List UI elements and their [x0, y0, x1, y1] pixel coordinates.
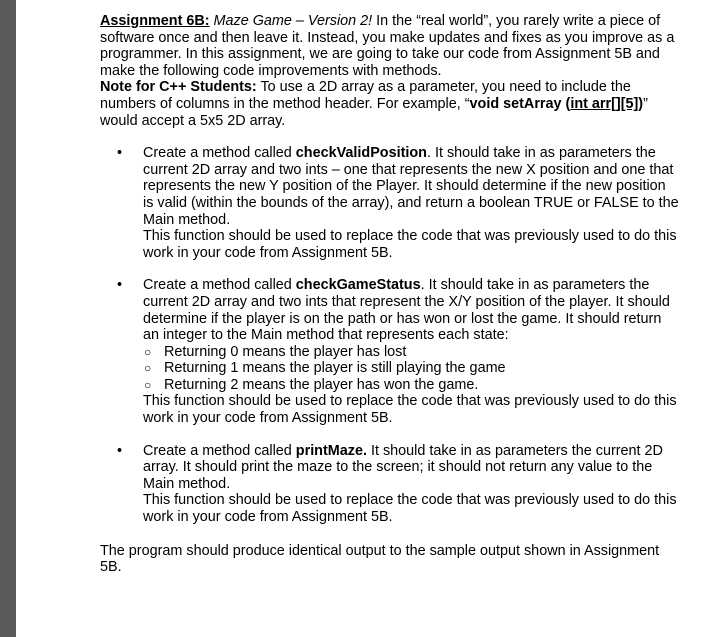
method-name: checkGameStatus — [295, 277, 421, 294]
method-name: printMaze. — [295, 442, 367, 459]
requirement-print-maze — [100, 443, 680, 526]
closing-paragraph: The program should produce identical output to the sample output shown in Assignment 5B. — [100, 542, 660, 576]
code-example: void setArray (int arr[][5]) — [469, 95, 644, 112]
bullet-icon: • — [117, 145, 123, 162]
return-value-item: ○ Returning 1 means the player is still playing the game — [144, 360, 506, 377]
return-value-item: ○ Returning 0 means the player has lost — [144, 343, 407, 360]
document-content — [100, 13, 680, 576]
document-page — [16, 0, 721, 637]
left-margin-bar — [0, 0, 16, 637]
cpp-note-paragraph — [100, 79, 680, 129]
cpp-note-text-1: To use a 2D array as a parameter, you need to include the numbers of columns in the method header. For example, “ — [100, 79, 631, 112]
intro-text: In the “real world”, you rarely write a piece of software once and then leave it. Instead, you make updates and fixes as you improve as a programmer. In this assignment, we are going to take our code from Assignment 5B and make the following code improvements with methods. — [100, 13, 675, 79]
requirement-note: This function should be used to replace the code that was previously used to do this work in your code from Assignment 5B. — [143, 393, 677, 427]
circle-bullet-icon: ○ — [144, 344, 152, 359]
circle-bullet-icon: ○ — [144, 361, 152, 376]
circle-bullet-icon: ○ — [144, 377, 152, 392]
requirement-note: This function should be used to replace the code that was previously used to do this work in your code from Assignment 5B. — [143, 492, 677, 526]
requirements-list — [100, 145, 680, 525]
requirement-check-game-status — [100, 277, 680, 426]
return-values-list — [143, 344, 680, 394]
return-value-item: ○ Returning 2 means the player has won the game. — [144, 376, 479, 393]
bullet-icon: • — [117, 277, 123, 294]
requirement-description: Create a method called checkGameStatus. It should take in as parameters the current 2D array and two ints that represent the X/Y position of the player. It should determine if the player is on the path or has won or lost the game. It should return an integer to the Main method that represents each state: — [143, 277, 670, 344]
method-name: checkValidPosition — [295, 145, 427, 162]
requirement-check-valid-position — [100, 145, 680, 261]
cpp-note-text-2: ” would accept a 5x5 2D array. — [100, 95, 648, 129]
assignment-title: Assignment 6B: — [100, 13, 210, 29]
assignment-subtitle: Maze Game – Version 2! — [213, 13, 373, 29]
cpp-note-label: Note for C++ Students: — [100, 79, 257, 96]
requirement-description: Create a method called printMaze. It should take in as parameters the current 2D array. It should print the maze to the screen; it should not return any value to the Main method. — [143, 442, 663, 492]
requirement-note: This function should be used to replace the code that was previously used to do this work in your code from Assignment 5B. — [143, 228, 677, 261]
bullet-icon: • — [117, 442, 123, 459]
intro-paragraph — [100, 13, 680, 79]
requirement-description: Create a method called checkValidPosition. It should take in as parameters the current 2D array and two ints – one that represents the new X position and one that represents the new Y position of the Player. It should determine if the new position is valid (within the bounds of the array), and return a boolean TRUE or FALSE to the Main method. — [143, 145, 679, 228]
